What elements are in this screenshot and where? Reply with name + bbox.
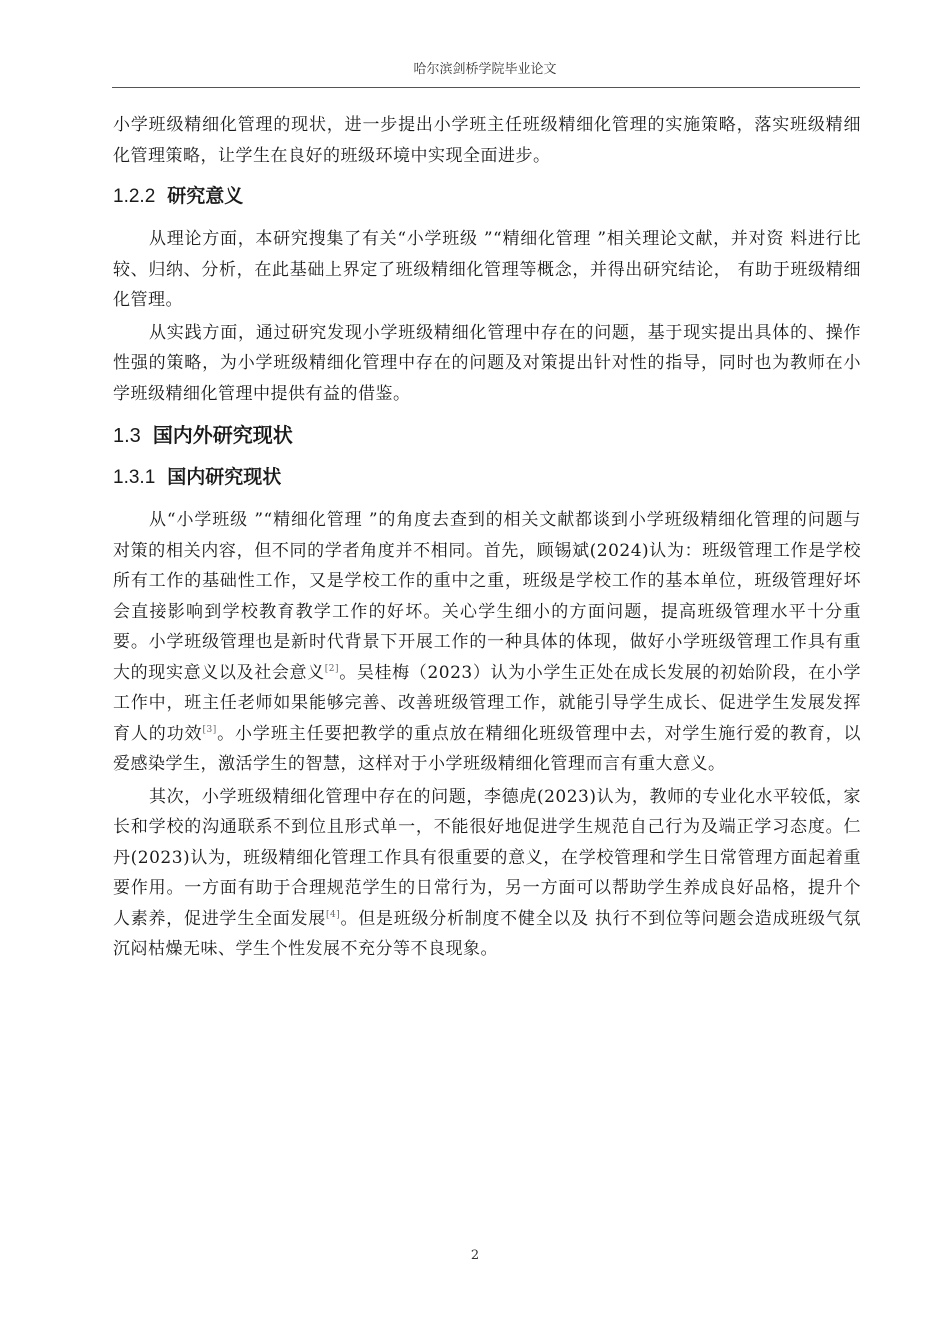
text-run: 。但是班级分析制度不健全以及 执行不到位等问题会造成班级气氛沉闷枯燥无味、学生个性发展不充分等不良现象。 bbox=[113, 908, 862, 959]
citation-ref: [4] bbox=[325, 909, 341, 920]
citation-ref: [3] bbox=[202, 724, 217, 735]
section-heading-1-3 bbox=[113, 421, 861, 450]
section-heading-1-2-2 bbox=[113, 183, 861, 210]
paragraph-practice: 从实践方面，通过研究发现小学班级精细化管理中存在的问题，基于现实提出具体的、操作性强的策略，为小学班级精细化管理中存在的问题及对策提出针对性的指导，同时也为教师在小学班级精细化管理中提供有益的借鉴。 bbox=[113, 322, 861, 404]
page-body bbox=[113, 110, 861, 965]
section-heading-1-3-1 bbox=[113, 464, 861, 491]
section-number: 1.3 bbox=[113, 425, 141, 447]
section-title: 国内外研究现状 bbox=[152, 423, 293, 447]
text-run: 其次，小学班级精细化管理中存在的问题，李德虎(2023)认为，教师的专业化水平较低，家长和学校的沟通联系不到位且形式单一，不能很好地促进学生规范自己行为及端正学习态度。仁丹(2023)认为，班级精细化管理工作具有很重要的意义，在学校管理和学生日常管理方面起着重要作用。一方面有助于合理规范学生的日常行为，另一方面可以帮助学生养成良好品格，提升个人素养，促进学生全面发展 bbox=[113, 786, 861, 929]
paragraph-theory: 从理论方面，本研究搜集了有关“小学班级 ”“精细化管理 ”相关理论文献，并对资 料进行比较、归纳、分析，在此基础上界定了班级精细化管理等概念，并得出研究结论， 有助于班级精细化管理。 bbox=[113, 229, 861, 310]
paragraph-continuation: 小学班级精细化管理的现状，进一步提出小学班主任班级精细化管理的实施策略，落实班级精细化管理策略，让学生在良好的班级环境中实现全面进步。 bbox=[113, 115, 861, 166]
section-title: 研究意义 bbox=[167, 185, 244, 207]
section-number: 1.3.1 bbox=[113, 467, 156, 488]
paragraph-domestic-research bbox=[113, 505, 861, 780]
text-run: 从“小学班级 ”“精细化管理 ”的角度去查到的相关文献都谈到小学班级精细化管理的问题与对策的相关内容，但不同的学者角度并不相同。首先，顾锡斌(2024)认为：班级管理工作是学校所有工作的基础性工作，又是学校工作的重中之重，班级是学校工作的基本单位，班级管理好坏会直接影响到学校教育教学工作的好坏。关心学生细小的方面问题，提高班级管理水平十分重要。小学班级管理也是新时代背景下开展工作的一种具体的体现，做好小学班级管理工作具有重大的现实意义以及社会意义 bbox=[113, 510, 861, 683]
paragraph-problems bbox=[113, 782, 861, 965]
page-number: 2 bbox=[470, 1248, 480, 1263]
text-run: 。小学班主任要把教学的重点放在精细化班级管理中去，对学生施行爱的教育，以爱感染学生，激活学生的智慧，这样对于小学班级精细化管理而言有重大意义。 bbox=[113, 723, 862, 774]
section-number: 1.2.2 bbox=[113, 186, 156, 207]
running-header: 哈尔滨剑桥学院毕业论文 bbox=[413, 62, 557, 77]
section-title: 国内研究现状 bbox=[167, 466, 282, 488]
citation-ref: [2] bbox=[324, 663, 340, 674]
header-divider bbox=[112, 87, 860, 88]
text-run: 。吴桂梅（2023）认为小学生正处在成长发展的初始阶段，在小学工作中，班主任老师如果能够完善、改善班级管理工作，就能引导学生成长、促进学生发展发挥育人的功效 bbox=[113, 662, 861, 744]
